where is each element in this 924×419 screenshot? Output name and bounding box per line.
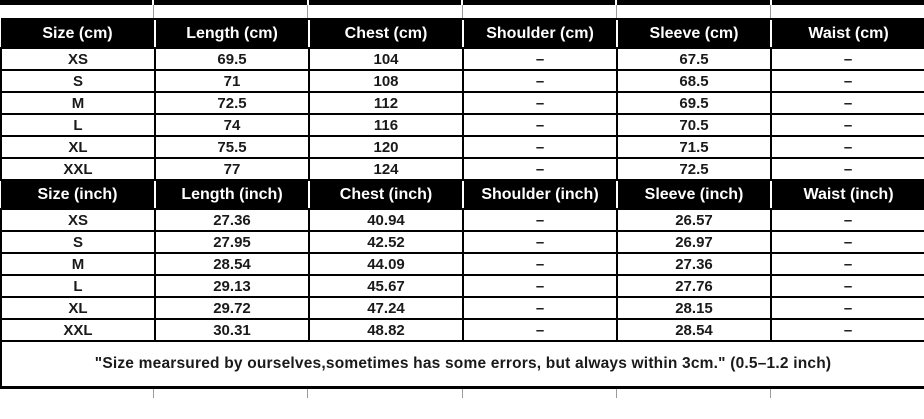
empty-cell	[462, 389, 616, 398]
waist-cell: –	[771, 114, 924, 136]
empty-cell	[0, 5, 153, 18]
length-cell: 29.13	[155, 275, 309, 297]
sleeve-cell: 71.5	[617, 136, 771, 158]
chest-cell: 104	[309, 48, 463, 70]
waist-cell: –	[771, 297, 924, 319]
chest-cell: 45.67	[309, 275, 463, 297]
length-cell: 27.36	[155, 209, 309, 231]
cm-row-xs	[1, 48, 924, 70]
size-chart-table	[0, 18, 924, 389]
waist-cell: –	[771, 70, 924, 92]
waist-cell: –	[771, 48, 924, 70]
cm-row-m	[1, 92, 924, 114]
empty-cell	[462, 5, 616, 18]
col-header-shoulder-inch: Shoulder (inch)	[463, 180, 617, 209]
chest-cell: 42.52	[309, 231, 463, 253]
chest-cell: 124	[309, 158, 463, 180]
size-cell: L	[1, 114, 155, 136]
col-header-sleeve-cm: Sleeve (cm)	[617, 19, 771, 48]
waist-cell: –	[771, 319, 924, 341]
waist-cell: –	[771, 209, 924, 231]
bottom-empty-row	[0, 389, 924, 398]
col-header-size-cm: Size (cm)	[1, 19, 155, 48]
shoulder-cell: –	[463, 297, 617, 319]
chest-cell: 48.82	[309, 319, 463, 341]
chest-cell: 112	[309, 92, 463, 114]
length-cell: 29.72	[155, 297, 309, 319]
waist-cell: –	[771, 136, 924, 158]
waist-cell: –	[771, 231, 924, 253]
col-header-shoulder-cm: Shoulder (cm)	[463, 19, 617, 48]
empty-cell	[770, 5, 924, 18]
shoulder-cell: –	[463, 158, 617, 180]
length-cell: 69.5	[155, 48, 309, 70]
inch-row-xs	[1, 209, 924, 231]
length-cell: 30.31	[155, 319, 309, 341]
size-cell: XXL	[1, 319, 155, 341]
inch-row-xl	[1, 297, 924, 319]
size-cell: XL	[1, 136, 155, 158]
footnote-text: "Size mearsured by ourselves,sometimes has some errors, but always within 3cm." (0.5–1.2 inch)	[1, 341, 924, 388]
length-cell: 72.5	[155, 92, 309, 114]
shoulder-cell: –	[463, 319, 617, 341]
cm-row-l	[1, 114, 924, 136]
inch-header-row	[1, 180, 924, 209]
size-cell: S	[1, 70, 155, 92]
chest-cell: 108	[309, 70, 463, 92]
col-header-waist-cm: Waist (cm)	[771, 19, 924, 48]
inch-row-xxl	[1, 319, 924, 341]
sleeve-cell: 70.5	[617, 114, 771, 136]
length-cell: 71	[155, 70, 309, 92]
empty-cell	[153, 5, 307, 18]
sleeve-cell: 69.5	[617, 92, 771, 114]
top-empty-row	[0, 5, 924, 18]
cm-row-s	[1, 70, 924, 92]
size-cell: XXL	[1, 158, 155, 180]
size-cell: L	[1, 275, 155, 297]
cm-header-row	[1, 19, 924, 48]
empty-cell	[153, 389, 307, 398]
sleeve-cell: 26.57	[617, 209, 771, 231]
inch-row-m	[1, 253, 924, 275]
shoulder-cell: –	[463, 48, 617, 70]
size-cell: XS	[1, 48, 155, 70]
sleeve-cell: 67.5	[617, 48, 771, 70]
shoulder-cell: –	[463, 70, 617, 92]
length-cell: 77	[155, 158, 309, 180]
shoulder-cell: –	[463, 209, 617, 231]
empty-cell	[307, 389, 461, 398]
shoulder-cell: –	[463, 275, 617, 297]
empty-cell	[0, 389, 153, 398]
length-cell: 74	[155, 114, 309, 136]
sleeve-cell: 68.5	[617, 70, 771, 92]
chest-cell: 40.94	[309, 209, 463, 231]
col-header-sleeve-inch: Sleeve (inch)	[617, 180, 771, 209]
chest-cell: 44.09	[309, 253, 463, 275]
sleeve-cell: 27.36	[617, 253, 771, 275]
cm-row-xxl	[1, 158, 924, 180]
shoulder-cell: –	[463, 231, 617, 253]
col-header-length-cm: Length (cm)	[155, 19, 309, 48]
waist-cell: –	[771, 158, 924, 180]
sleeve-cell: 26.97	[617, 231, 771, 253]
sleeve-cell: 28.54	[617, 319, 771, 341]
empty-cell	[616, 389, 770, 398]
empty-cell	[616, 5, 770, 18]
waist-cell: –	[771, 275, 924, 297]
size-cell: S	[1, 231, 155, 253]
chest-cell: 47.24	[309, 297, 463, 319]
sleeve-cell: 27.76	[617, 275, 771, 297]
size-cell: XL	[1, 297, 155, 319]
empty-cell	[307, 5, 461, 18]
waist-cell: –	[771, 92, 924, 114]
waist-cell: –	[771, 253, 924, 275]
size-cell: M	[1, 92, 155, 114]
sleeve-cell: 28.15	[617, 297, 771, 319]
col-header-chest-inch: Chest (inch)	[309, 180, 463, 209]
shoulder-cell: –	[463, 92, 617, 114]
length-cell: 28.54	[155, 253, 309, 275]
sleeve-cell: 72.5	[617, 158, 771, 180]
chest-cell: 120	[309, 136, 463, 158]
inch-row-l	[1, 275, 924, 297]
col-header-waist-inch: Waist (inch)	[771, 180, 924, 209]
shoulder-cell: –	[463, 114, 617, 136]
chest-cell: 116	[309, 114, 463, 136]
length-cell: 75.5	[155, 136, 309, 158]
col-header-length-inch: Length (inch)	[155, 180, 309, 209]
size-cell: XS	[1, 209, 155, 231]
col-header-chest-cm: Chest (cm)	[309, 19, 463, 48]
shoulder-cell: –	[463, 136, 617, 158]
footnote-row	[1, 341, 924, 388]
empty-cell	[770, 389, 924, 398]
size-cell: M	[1, 253, 155, 275]
inch-row-s	[1, 231, 924, 253]
length-cell: 27.95	[155, 231, 309, 253]
cm-row-xl	[1, 136, 924, 158]
shoulder-cell: –	[463, 253, 617, 275]
col-header-size-inch: Size (inch)	[1, 180, 155, 209]
